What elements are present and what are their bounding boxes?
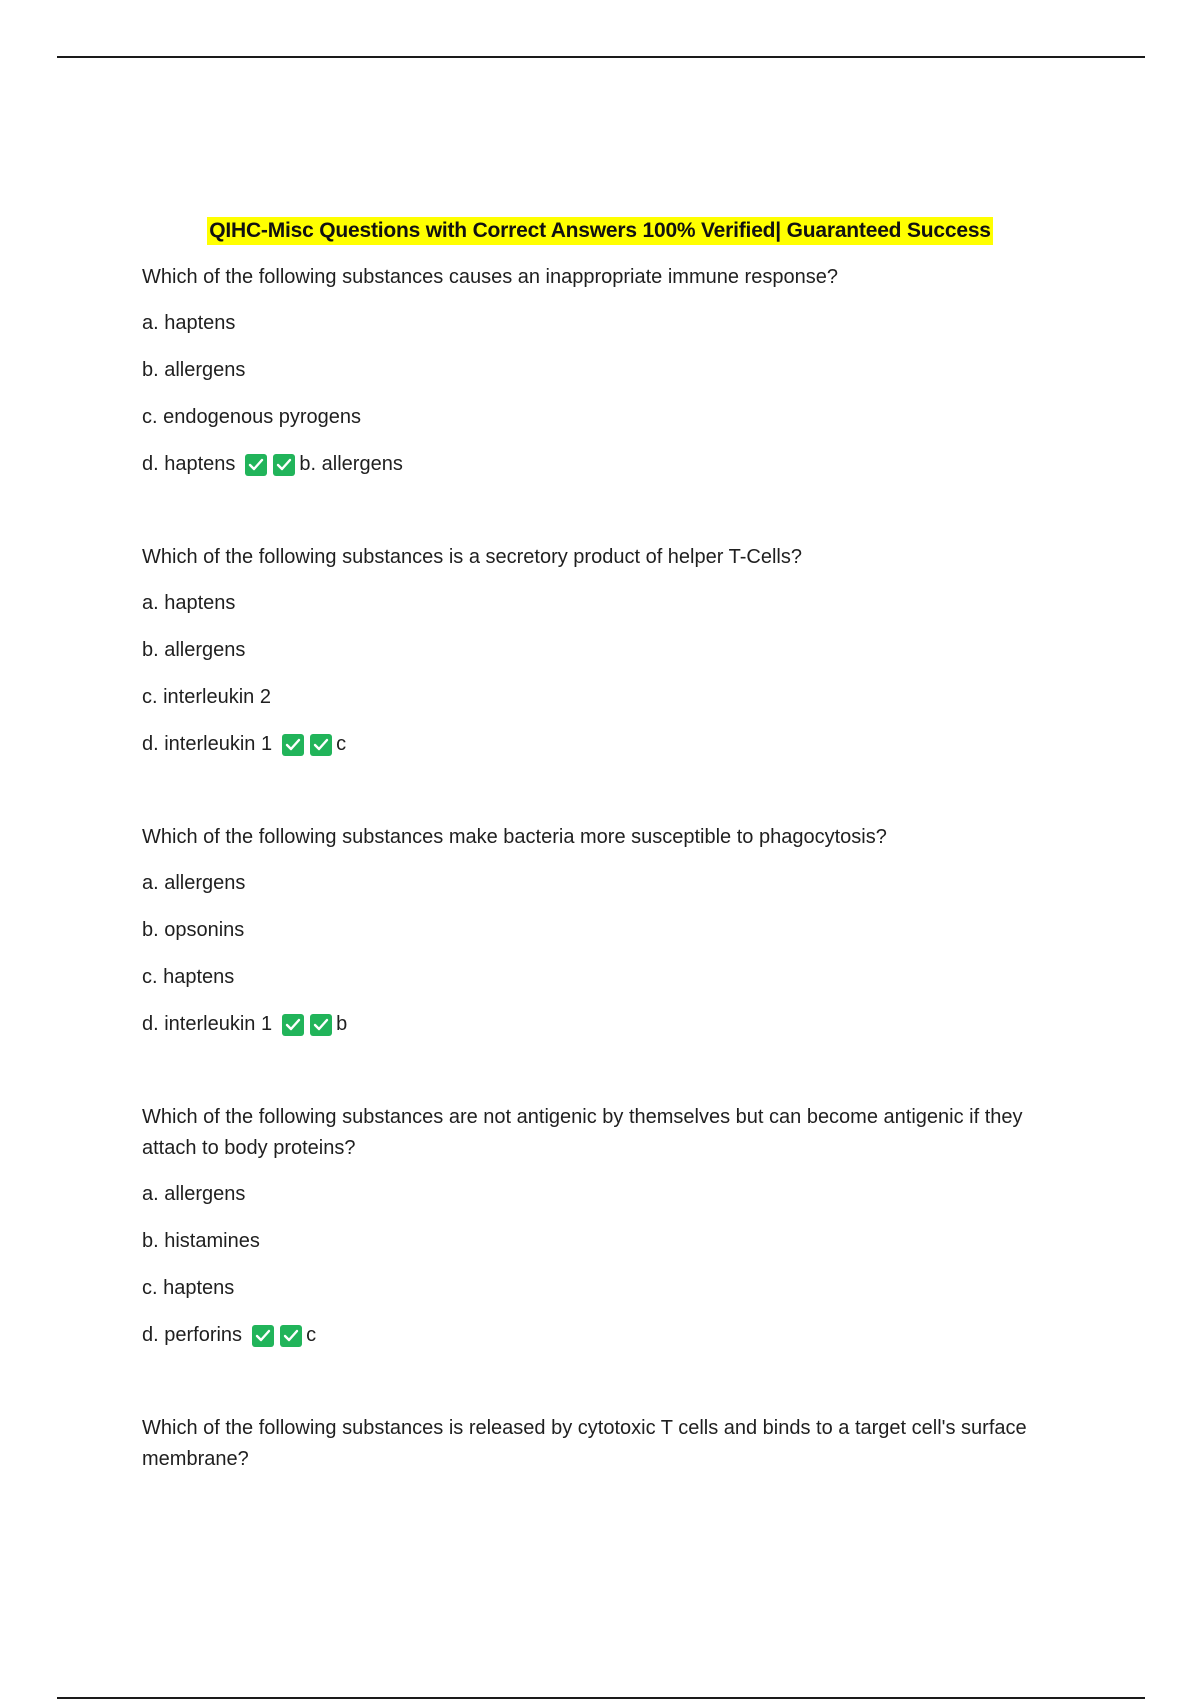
question-text: Which of the following substances are not antigenic by themselves but can become antigenic if they attach to body proteins? (142, 1106, 1023, 1159)
question-text: Which of the following substances causes an inappropriate immune response? (142, 266, 838, 288)
option-d: d. perforins (142, 1324, 243, 1346)
question-1 (142, 262, 1082, 478)
check-icon (310, 734, 332, 756)
option-b: b. allergens (142, 639, 246, 661)
check-icon (282, 1014, 304, 1036)
footer-rule (57, 1697, 1145, 1699)
option-c: c. interleukin 2 (142, 686, 271, 708)
document-title: QIHC-Misc Questions with Correct Answers 100% Verified| Guaranteed Success (207, 217, 993, 245)
question-text: Which of the following substances make bacteria more susceptible to phagocytosis? (142, 826, 887, 848)
option-b: b. histamines (142, 1230, 260, 1252)
question-4 (142, 1102, 1082, 1349)
option-b: b. opsonins (142, 919, 245, 941)
title-container (0, 217, 1200, 245)
correct-answer: c (306, 1324, 317, 1346)
header-rule (57, 56, 1145, 58)
correct-answer: b. allergens (299, 453, 403, 475)
check-icon (252, 1325, 274, 1347)
option-c: c. endogenous pyrogens (142, 406, 362, 428)
option-c: c. haptens (142, 966, 235, 988)
check-icon (310, 1014, 332, 1036)
check-icon (273, 454, 295, 476)
question-3 (142, 822, 1082, 1038)
question-text: Which of the following substances is released by cytotoxic T cells and binds to a target cell's surface membrane? (142, 1417, 1027, 1470)
question-2 (142, 542, 1082, 758)
option-d: d. interleukin 1 (142, 733, 273, 755)
correct-answer: c (336, 733, 347, 755)
check-icon (282, 734, 304, 756)
option-d: d. interleukin 1 (142, 1013, 273, 1035)
option-a: a. allergens (142, 1183, 246, 1205)
question-5 (142, 1413, 1082, 1475)
question-text: Which of the following substances is a secretory product of helper T-Cells? (142, 546, 802, 568)
option-d-with-answer (142, 730, 1082, 758)
option-c: c. haptens (142, 1277, 235, 1299)
question-list (142, 262, 1082, 1491)
check-icon (245, 454, 267, 476)
option-b: b. allergens (142, 359, 246, 381)
option-a: a. haptens (142, 592, 236, 614)
option-d-with-answer (142, 1010, 1082, 1038)
option-a: a. allergens (142, 872, 246, 894)
option-a: a. haptens (142, 312, 236, 334)
option-d-with-answer (142, 450, 1082, 478)
option-d: d. haptens (142, 453, 236, 475)
correct-answer: b (336, 1013, 348, 1035)
check-icon (280, 1325, 302, 1347)
option-d-with-answer (142, 1321, 1082, 1349)
